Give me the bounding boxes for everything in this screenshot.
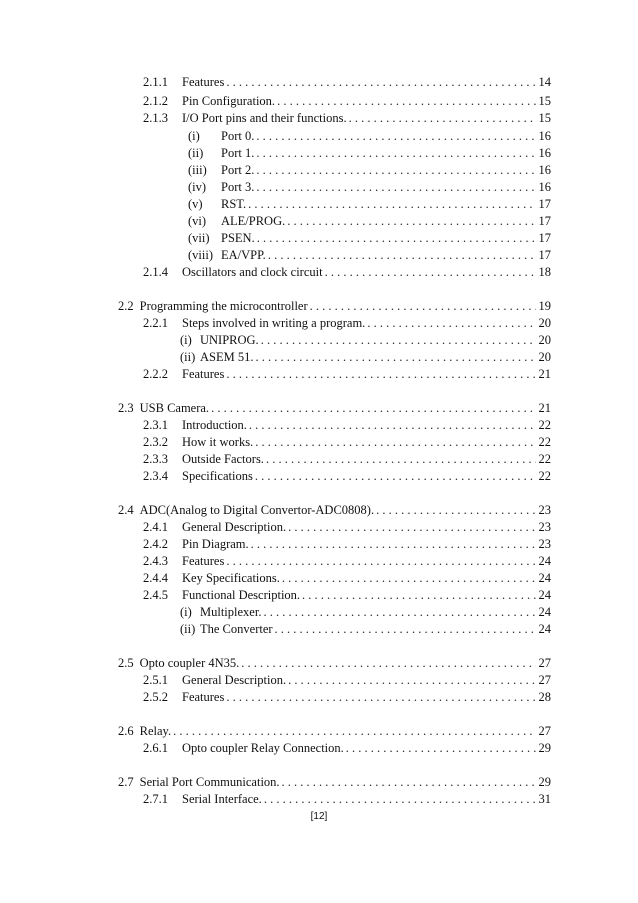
dot-leader [347,110,536,126]
toc-entry-title: Pin Configuration. [182,94,276,108]
toc-entry-title: Port 1. [221,146,255,160]
toc-entry-title: How it works. [182,435,254,449]
toc-entry[interactable] [143,74,551,90]
toc-entry-title: Features [182,690,225,704]
toc-entry-number: (viii) [188,248,213,262]
toc-entry[interactable] [143,519,551,535]
dot-leader [374,502,535,518]
toc-entry-number: 2.1.3 [143,111,168,125]
toc-entry[interactable] [188,162,551,178]
toc-entry-page: 16 [538,129,551,143]
dot-leader [259,332,536,348]
toc-entry-title: Key Specifications. [182,571,280,585]
toc-entry-title: General Description. [182,520,287,534]
toc-entry-title: Multiplexer. [200,605,262,619]
toc-entry-title: Serial Interface. [182,792,262,806]
toc-entry-title: USB Camera. [139,401,210,415]
dot-leader [255,230,536,246]
toc-entry-title: Steps involved in writing a program. [182,316,366,330]
toc-entry-page: 28 [538,690,551,704]
toc-entry-page: 23 [538,520,551,534]
toc-entry-page: 27 [538,724,551,738]
toc-entry-title: I/O Port pins and their functions. [182,111,347,125]
toc-entry-number: 2.1.4 [143,265,168,279]
toc-entry-page: 24 [538,588,551,602]
toc-entry-title: Introduction. [182,418,247,432]
dot-leader [224,553,535,569]
toc-entry-page: 16 [538,163,551,177]
dot-leader [261,604,535,620]
toc-entry[interactable] [143,315,551,331]
toc-entry-page: 21 [538,367,551,381]
dot-leader [254,145,535,161]
toc-entry-number: 2.5.2 [143,690,168,704]
toc-entry-title: ASEM 51. [200,350,254,364]
toc-entry-page: 17 [538,231,551,245]
toc-entry[interactable] [118,655,551,671]
toc-entry[interactable] [188,213,551,229]
toc-entry-number: 2.2.2 [143,367,168,381]
toc-entry[interactable] [188,179,551,195]
dot-leader [253,468,536,484]
toc-entry-number: 2.5.1 [143,673,168,687]
toc-entry-page: 22 [538,452,551,466]
dot-leader [344,740,536,756]
toc-entry-title: The Converter [200,622,273,636]
dot-leader [285,213,535,229]
toc-entry-page: 22 [538,435,551,449]
toc-entry-number: 2.1.1 [143,75,168,89]
toc-entry-number: (ii) [180,350,196,364]
toc-entry-page: 31 [538,792,551,806]
toc-entry-page: 20 [538,350,551,364]
toc-entry-page: 21 [538,401,551,415]
toc-entry[interactable] [143,791,551,807]
toc-entry[interactable] [180,332,551,348]
page-number: [12] [310,811,328,822]
toc-entry-number: 2.3.3 [143,452,168,466]
toc-entry-title: Serial Port Communication. [139,775,280,789]
toc-entry[interactable] [143,468,551,484]
toc-entry-page: 27 [538,673,551,687]
toc-entry-number: (i) [180,605,192,619]
toc-entry[interactable] [180,604,551,620]
toc-entry-page: 23 [538,503,551,517]
toc-entry-page: 16 [538,180,551,194]
toc-entry-page: 17 [538,248,551,262]
toc-entry[interactable] [143,366,551,382]
toc-entry[interactable] [143,93,551,109]
toc-entry-title: Features [182,367,225,381]
toc-entry-number: (i) [188,129,200,143]
toc-entry[interactable] [118,502,551,518]
toc-entry-page: 14 [538,75,551,89]
toc-entry-title: Programming the microcontroller [139,299,308,313]
toc-entry[interactable] [118,774,551,790]
toc-entry-number: 2.4.4 [143,571,168,585]
dot-leader [286,672,535,688]
dot-leader [224,74,535,90]
toc-entry[interactable] [180,349,551,365]
toc-entry-number: 2.6 [118,724,134,738]
toc-entry-number: (iv) [188,180,207,194]
toc-entry-page: 29 [538,775,551,789]
toc-entry-number: (v) [188,197,203,211]
toc-entry-number: 2.7.1 [143,792,168,806]
toc-entry[interactable] [143,689,551,705]
toc-entry-page: 20 [538,333,551,347]
toc-entry-number: 2.5 [118,656,134,670]
toc-entry[interactable] [143,434,551,450]
toc-entry-number: 2.1.2 [143,94,168,108]
toc-entry-page: 15 [538,111,551,125]
dot-leader [224,689,535,705]
toc-entry[interactable] [188,145,551,161]
dot-leader [273,621,536,637]
toc-entry-page: 19 [538,299,551,313]
dot-leader [254,128,535,144]
toc-entry-title: EA/VPP. [221,248,266,262]
toc-entry-title: Pin Diagram. [182,537,249,551]
toc-entry-title: Port 0. [221,129,255,143]
toc-entry-title: Specifications [182,469,253,483]
dot-leader [246,196,535,212]
dot-leader [365,315,535,331]
toc-entry[interactable] [188,196,551,212]
dot-leader [254,179,535,195]
toc-entry[interactable] [118,400,551,416]
toc-entry[interactable] [143,553,551,569]
toc-entry-title: Port 2. [221,163,255,177]
toc-entry[interactable] [143,417,551,433]
toc-entry[interactable] [180,621,551,637]
toc-entry-title: Outside Factors. [182,452,264,466]
toc-entry-number: 2.3 [118,401,134,415]
dot-leader [286,519,535,535]
toc-entry-title: Oscillators and clock circuit [182,265,323,279]
dot-leader [253,434,535,450]
toc-entry-title: PSEN. [221,231,255,245]
toc-entry-number: 2.6.1 [143,741,168,755]
toc-entry-number: 2.3.1 [143,418,168,432]
toc-entry-page: 29 [538,741,551,755]
toc-entry-page: 16 [538,146,551,160]
toc-entry[interactable] [143,110,551,126]
dot-leader [247,417,536,433]
toc-entry[interactable] [188,247,551,263]
toc-entry-page: 22 [538,469,551,483]
toc-entry-page: 24 [538,571,551,585]
dot-leader [264,451,536,467]
toc-entry-title: Opto coupler Relay Connection. [182,741,344,755]
toc-entry-number: (vii) [188,231,210,245]
dot-leader [209,400,535,416]
toc-entry[interactable] [118,723,551,739]
toc-entry-page: 20 [538,316,551,330]
toc-entry-title: General Description. [182,673,287,687]
toc-entry-number: 2.4 [118,503,134,517]
toc-entry-number: (i) [180,333,192,347]
toc-entry-title: Relay. [139,724,172,738]
dot-leader [224,366,535,382]
dot-leader [249,536,536,552]
toc-entry[interactable] [143,672,551,688]
toc-entry[interactable] [143,264,551,280]
dot-leader [262,791,536,807]
toc-entry-number: 2.7 [118,775,134,789]
toc-entry-page: 18 [538,265,551,279]
toc-entry-page: 24 [538,605,551,619]
dot-leader [308,298,536,314]
toc-entry[interactable] [188,230,551,246]
toc-entry-page: 17 [538,197,551,211]
toc-entry-page: 24 [538,622,551,636]
toc-entry-number: 2.3.2 [143,435,168,449]
toc-entry-title: Opto coupler 4N35. [139,656,240,670]
toc-entry-title: RST. [221,197,247,211]
toc-entry-title: Port 3. [221,180,255,194]
toc-entry-number: 2.4.2 [143,537,168,551]
dot-leader [323,264,536,280]
toc-entry-page: 24 [538,554,551,568]
dot-leader [280,774,536,790]
toc-entry-title: Features [182,75,225,89]
toc-entry[interactable] [143,451,551,467]
toc-entry-number: (iii) [188,163,207,177]
toc-entry[interactable] [143,570,551,586]
toc-entry-page: 15 [538,94,551,108]
dot-leader [300,587,535,603]
dot-leader [239,655,535,671]
toc-entry-number: 2.3.4 [143,469,168,483]
toc-entry-page: 23 [538,537,551,551]
toc-entry[interactable] [188,128,551,144]
toc-entry-page: 17 [538,214,551,228]
dot-leader [275,93,535,109]
toc-entry[interactable] [118,298,551,314]
toc-entry[interactable] [143,536,551,552]
toc-entry-title: Features [182,554,225,568]
toc-entry-title: UNIPROG. [200,333,259,347]
toc-entry-page: 27 [538,656,551,670]
toc-entry-number: (vi) [188,214,207,228]
toc-entry-title: Functional Description. [182,588,301,602]
toc-entry-number: (ii) [188,146,204,160]
toc-entry-number: (ii) [180,622,196,636]
dot-leader [254,162,535,178]
toc-entry-number: 2.4.5 [143,588,168,602]
dot-leader [280,570,536,586]
toc-entry-number: 2.2 [118,299,134,313]
toc-entry-title: ADC(Analog to Digital Convertor-ADC0808). [139,503,375,517]
toc-entry-title: ALE/PROG. [221,214,286,228]
toc-entry-number: 2.4.1 [143,520,168,534]
dot-leader [171,723,535,739]
dot-leader [253,349,535,365]
toc-entry-page: 22 [538,418,551,432]
toc-entry[interactable] [143,587,551,603]
toc-entry-number: 2.2.1 [143,316,168,330]
toc-entry[interactable] [143,740,551,756]
toc-entry-number: 2.4.3 [143,554,168,568]
dot-leader [266,247,536,263]
